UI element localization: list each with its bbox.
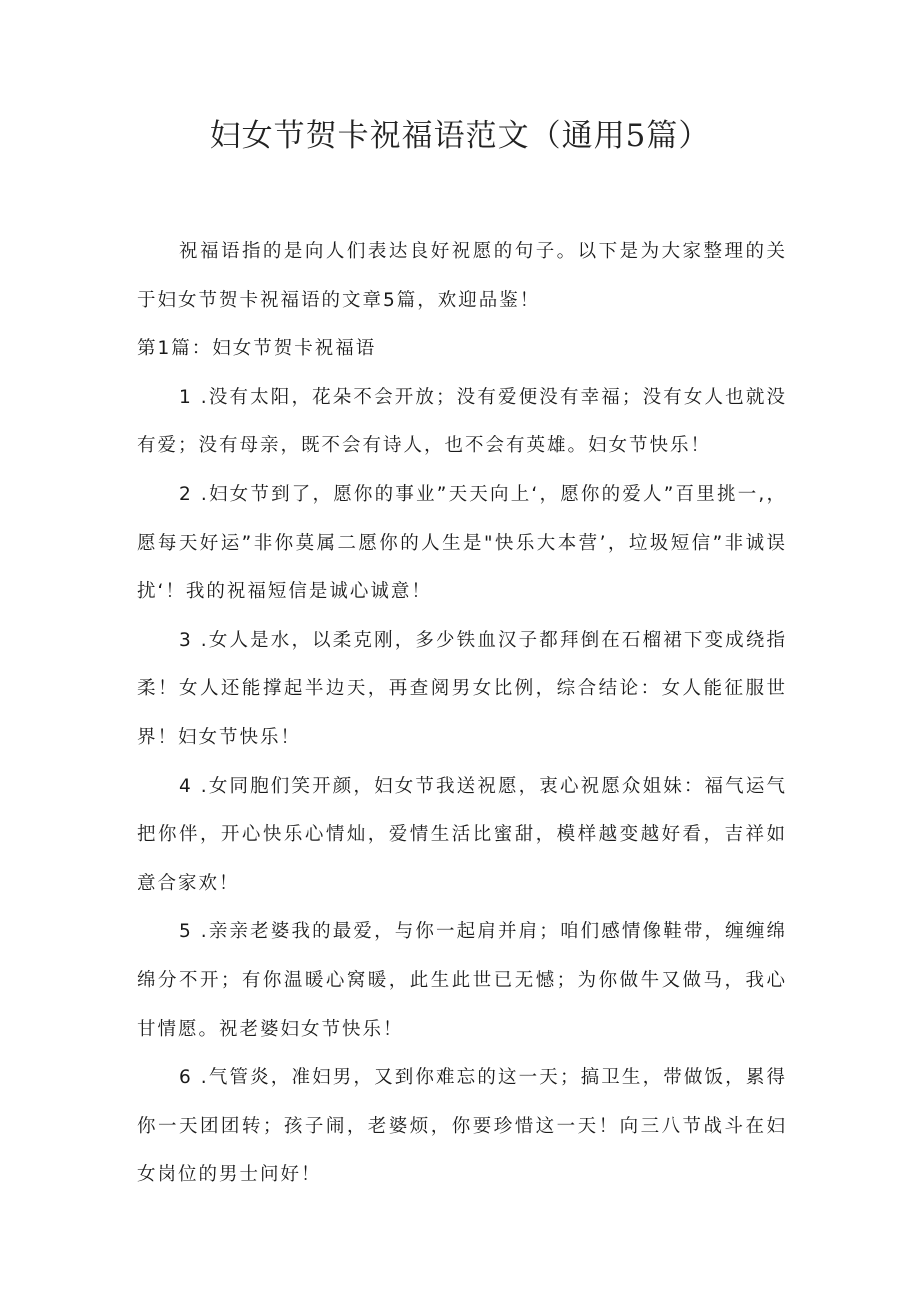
blessing-item-6: 6 .气管炎，准妇男，又到你难忘的这一天；搞卫生，带做饭，累得你一天团团转；孩子闹，老婆烦，你要珍惜这一天！向三八节战斗在妇女岗位的男士问好！ xyxy=(137,1067,787,1186)
blessing-item-3: 3 .女人是水，以柔克刚，多少铁血汉子都拜倒在石榴裙下变成绕指柔！女人还能撑起半边天，再查阅男女比例，综合结论：女人能征服世界！妇女节快乐！ xyxy=(137,629,787,748)
document-body xyxy=(137,228,787,1200)
blessing-item-4: 4 .女同胞们笑开颜，妇女节我送祝愿，衷心祝愿众姐妹：福气运气把你伴，开心快乐心情灿，爱情生活比蜜甜，模样越变越好看，吉祥如意合家欢！ xyxy=(137,775,787,894)
document-title: 妇女节贺卡祝福语范文（通用5篇） xyxy=(209,118,711,154)
blessing-item-1: 1 .没有太阳，花朵不会开放；没有爱便没有幸福；没有女人也就没有爱；没有母亲，既不会有诗人，也不会有英雄。妇女节快乐！ xyxy=(137,386,787,457)
section-heading: 第1篇：妇女节贺卡祝福语 xyxy=(137,338,377,360)
blessing-item-5: 5 .亲亲老婆我的最爱，与你一起肩并肩；咱们感情像鞋带，缠缠绵绵分不开；有你温暖心窝暖，此生此世已无憾；为你做牛又做马，我心甘情愿。祝老婆妇女节快乐！ xyxy=(137,921,787,1040)
blessing-item-2: 2 .妇女节到了，愿你的事业”天天向上‘，愿你的爱人”百里挑一,，愿每天好运”非你莫属二愿你的人生是"快乐大本营’，垃圾短信”非诚误扰‘！我的祝福短信是诚心诚意！ xyxy=(137,483,787,603)
intro-paragraph: 祝福语指的是向人们表达良好祝愿的句子。以下是为大家整理的关于妇女节贺卡祝福语的文章5篇，欢迎品鉴！ xyxy=(137,241,787,311)
